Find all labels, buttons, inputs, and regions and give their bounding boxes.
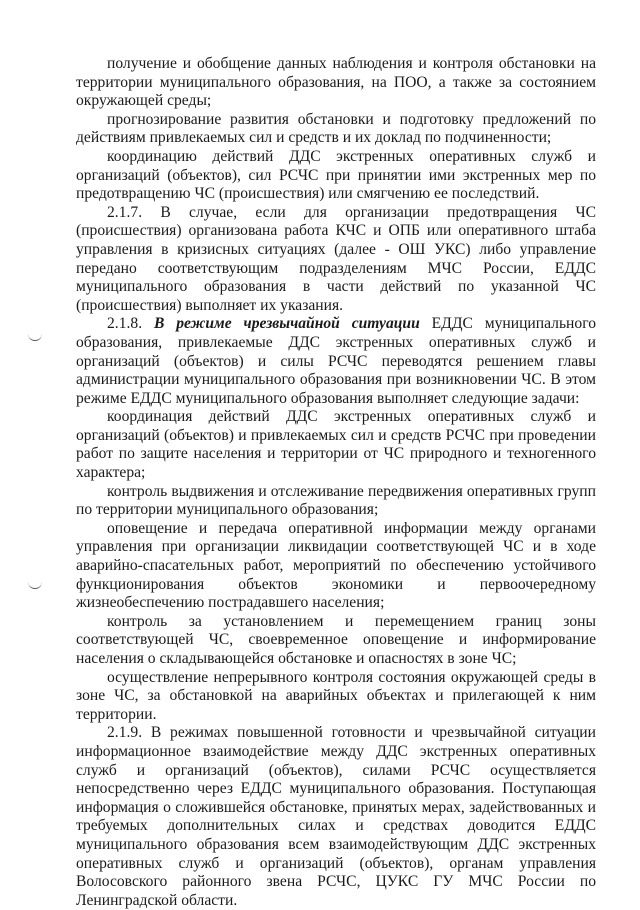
paragraph: координацию действий ДДС экстренных оперативных служб и организаций (объектов), сил РСЧС при принятии ими экстренных мер по предотвращению ЧС (происшествия) или смягчению ее последствий. [76, 147, 596, 203]
paragraph: прогнозирование развития обстановки и подготовку предложений по действиям привлекаемых сил и средств и их доклад по подчиненности; [76, 110, 596, 147]
paragraph: получение и обобщение данных наблюдения и контроля обстановки на территории муниципального образования, на ПОО, а также за состоянием окружающей среды; [76, 55, 596, 110]
paragraph: координация действий ДДС экстренных оперативных служб и организаций (объектов) и привлекаемых сил и средств РСЧС при проведении работ по защите населения и территории от ЧС природного и техногенного характера; [76, 408, 596, 482]
paragraph-2-1-9: 2.1.9. В режимах повышенной готовности и чрезвычайной ситуации информационное взаимодействие между ДДС экстренных оперативных служб и организаций (объектов), силами РСЧС осуществляется непосредственно через ЕДДС муниципального образования. Поступающая информация о сложившейся обстановке, принятых мерах, задействованных и требуемых дополнительных силах и средствах доводится ЕДДС муниципального образования всем взаимодействующим ДДС экстренных оперативных служб и организаций (объектов), органам управления Волосовского районного звена РСЧС, ЦУКС ГУ МЧС России по Ленинградской области. [76, 724, 596, 909]
section-number: 2.1.8. [107, 315, 143, 333]
margin-punch-mark [28, 582, 42, 589]
paragraph: контроль выдвижения и отслеживание передвижения оперативных групп по территории муниципального образования; [76, 482, 596, 519]
paragraph-2-1-7: 2.1.7. В случае, если для организации предотвращения ЧС (происшествия) организована работа КЧС и ОПБ или оперативного штаба управления в кризисных ситуациях (далее - ОШ УКС) либо управление передано соответствующим подразделениям МЧС России, ЕДДС муниципального образования в части действий по указанной ЧС (происшествия) выполняет их указания. [76, 203, 596, 314]
paragraph: контроль за установлением и перемещением границ зоны соответствующей ЧС, своевременное оповещение и информирование населения о складывающейся обстановке и опасностях в зоне ЧС; [76, 612, 596, 667]
paragraph-2-1-8 [76, 315, 596, 408]
paragraph: осуществление непрерывного контроля состояния окружающей среды в зоне ЧС, за обстановкой на аварийных объектах и прилегающей к ним территории. [76, 668, 596, 723]
paragraph-text: ЕДДС муниципального образования, привлекаемые ДДС экстренных оперативных служб и организаций (объектов) и силы РСЧС переводятся решением главы администрации муниципального образования при возникновении ЧС. В этом режиме ЕДДС муниципального образования выполняет следующие задачи: [76, 315, 596, 407]
paragraph: оповещение и передача оперативной информации между органами управления при организации ликвидации соответствующей ЧС и в ходе аварийно-спасательных работ, мероприятий по обеспечению устойчивого функционирования объектов экономики и первоочередному жизнеобеспечению пострадавшего населения; [76, 519, 596, 612]
emphasis-heading: В режиме чрезвычайной ситуации [153, 315, 420, 333]
document-body [76, 55, 596, 910]
margin-punch-mark [28, 334, 42, 341]
